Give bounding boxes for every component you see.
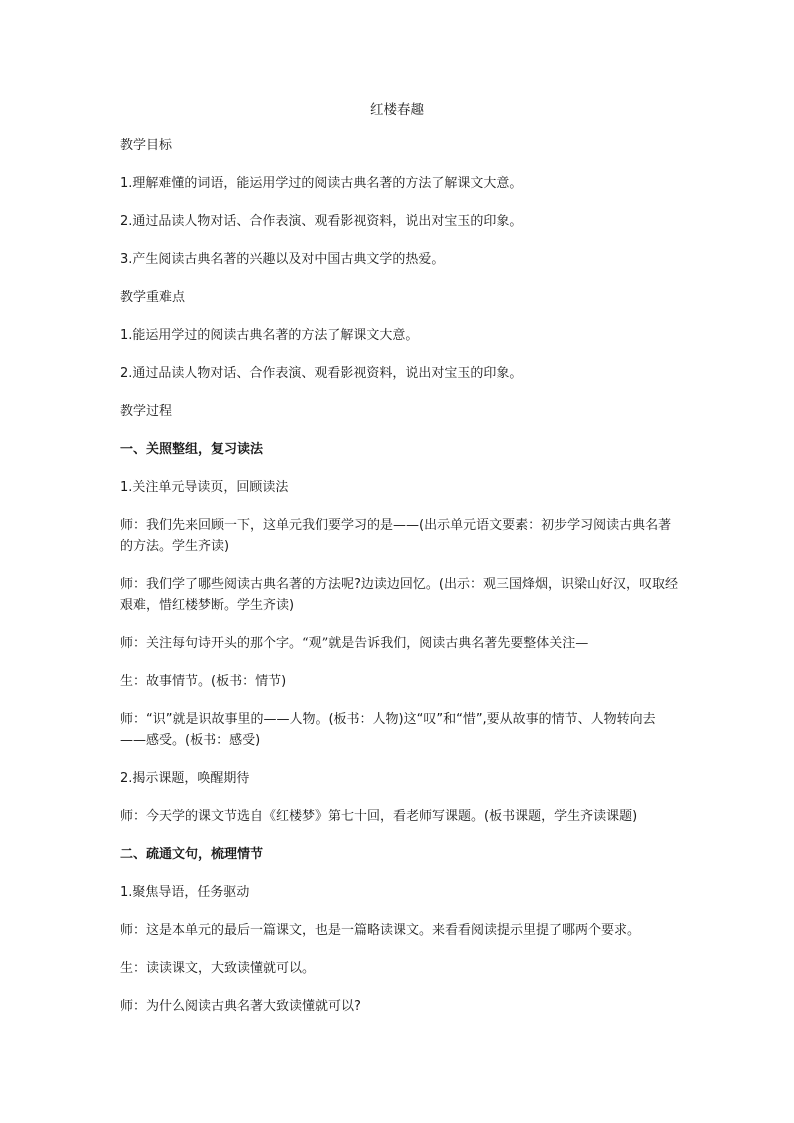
- subsection-heading: 一、关照整组，复习读法: [120, 442, 264, 457]
- section-heading: 教学目标: [120, 138, 173, 153]
- dialogue-paragraph: 生：故事情节。(板书：情节): [120, 674, 287, 689]
- dialogue-paragraph: 师：这是本单元的最后一篇课文，也是一篇略读课文。来看看阅读提示里提了哪两个要求。: [120, 923, 641, 938]
- step-heading: 1.关注单元导读页，回顾读法: [120, 480, 289, 495]
- step-heading: 1.聚焦导语，任务驱动: [120, 885, 250, 900]
- dialogue-paragraph: 师：我们先来回顾一下，这单元我们要学习的是——(出示单元语文要素：初步学习阅读古典名著的方法。学生齐读): [120, 518, 672, 554]
- document-body: [120, 135, 680, 1034]
- subsection-heading: 二、疏通文句，梳理情节: [120, 847, 264, 862]
- goal-item: 3.产生阅读古典名著的兴趣以及对中国古典文学的热爱。: [120, 252, 445, 267]
- key-point-item: 2.通过品读人物对话、合作表演、观看影视资料，说出对宝玉的印象。: [120, 366, 523, 381]
- dialogue-paragraph: 师：“识”就是识故事里的——人物。(板书：人物)这“叹”和“惜”,要从故事的情节、人物转向去——感受。(板书：感受): [120, 712, 656, 748]
- dialogue-paragraph: 师：关注每句诗开头的那个字。“观”就是告诉我们，阅读古典名著先要整体关注—: [120, 636, 589, 651]
- dialogue-paragraph: 生：读读课文，大致读懂就可以。: [120, 961, 316, 976]
- dialogue-paragraph: 师：我们学了哪些阅读古典名著的方法呢?边读边回忆。(出示：观三国烽烟，识梁山好汉，叹取经艰难，惜红楼梦断。学生齐读): [120, 577, 678, 613]
- goal-item: 1.理解难懂的词语，能运用学过的阅读古典名著的方法了解课文大意。: [120, 176, 523, 191]
- dialogue-paragraph: 师：为什么阅读古典名著大致读懂就可以?: [120, 999, 361, 1014]
- section-heading: 教学重难点: [120, 290, 186, 305]
- key-point-item: 1.能运用学过的阅读古典名著的方法了解课文大意。: [120, 328, 419, 343]
- dialogue-paragraph: 师：今天学的课文节选自《红楼梦》第七十回，看老师写课题。(板书课题，学生齐读课题): [120, 809, 638, 824]
- goal-item: 2.通过品读人物对话、合作表演、观看影视资料，说出对宝玉的印象。: [120, 214, 523, 229]
- step-heading: 2.揭示课题，唤醒期待: [120, 771, 250, 786]
- section-heading: 教学过程: [120, 404, 173, 419]
- document-title: 红楼春趣: [370, 102, 424, 118]
